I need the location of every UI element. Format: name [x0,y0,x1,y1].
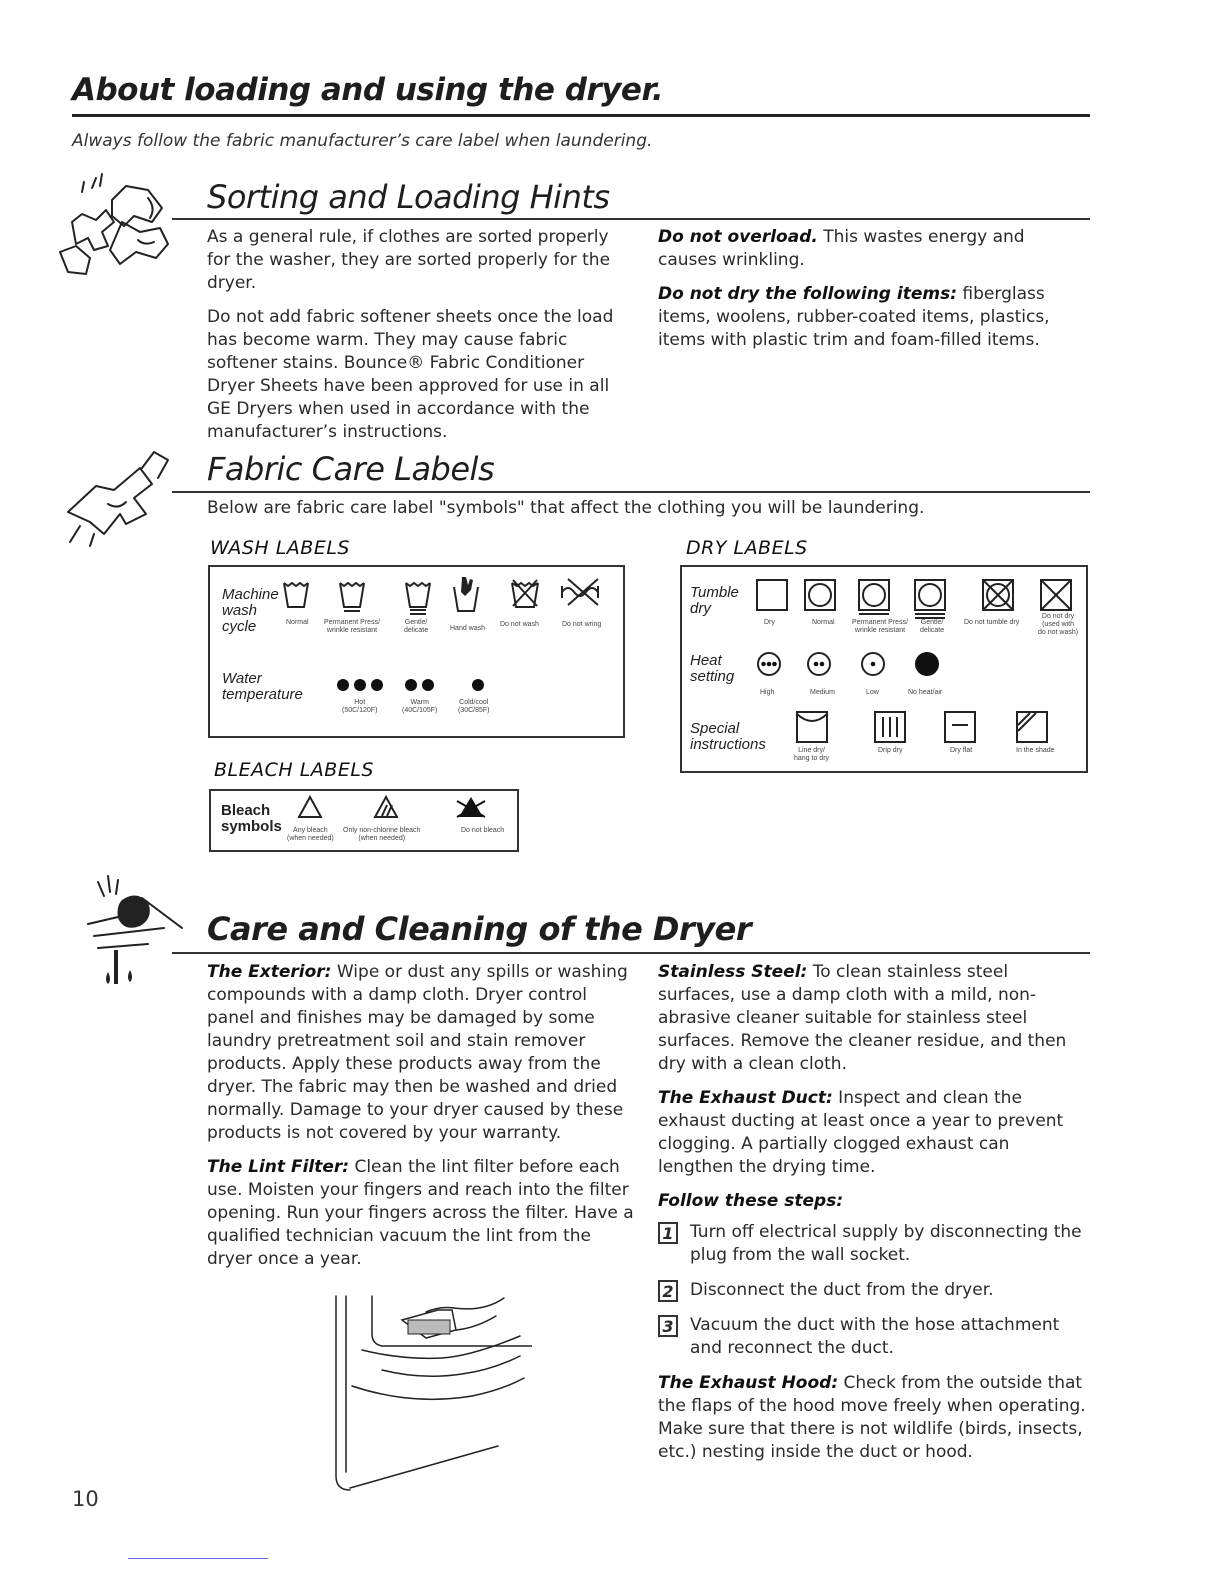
bleach-labels-heading: BLEACH LABELS [214,759,374,781]
line-dry-icon [796,711,828,743]
caption: Medium [810,689,835,696]
step-text: Disconnect the duct from the dryer. [690,1280,994,1300]
tumble-dry-label: Tumble dry [690,584,739,617]
dry-in-shade-icon [1016,711,1048,743]
step-item [658,1221,1086,1267]
title-divider [72,114,1090,117]
care-heading: Care and Cleaning of the Dryer [207,910,752,948]
do-not-dry-paragraph: Do not dry the following items: fiberglass items, woolens, rubber-coated items, plastics, items with plastic trim and foam-filled items. [658,284,1050,350]
caption: Permanent Press/ wrinkle resistant [852,619,909,634]
caption: Dry [764,619,775,626]
care-left-column [207,961,635,1282]
care-right-column [658,961,1086,1475]
do-not-bleach-icon [455,795,487,821]
overload-paragraph: Do not overload. This wastes energy and causes wrinkling. [658,227,1025,270]
fabric-intro: Below are fabric care label "symbols" that affect the clothing you will be laundering. [207,498,925,518]
stainless-steel-paragraph: Stainless Steel: To clean stainless steel surfaces, use a damp cloth with a mild, non-abrasive cleaner suitable for stainless steel surfaces. Remove the cleaner residue, and then dry with a clean cloth. [658,962,1067,1074]
caption: High [760,689,775,696]
sorting-left-column [207,226,635,455]
wash-gentle-icon [404,579,432,615]
dry-labels-heading: DRY LABELS [686,537,808,559]
caption: No heat/air [908,689,943,696]
fabric-heading: Fabric Care Labels [207,450,495,488]
fabric-divider [172,491,1090,493]
footer-divider [128,1558,268,1559]
steps-heading: Follow these steps: [658,1191,844,1211]
caption: Only non-chlorine bleach (when needed) [343,827,421,842]
step-number: 2 [658,1280,678,1302]
caption: Gentle/ delicate [920,619,945,634]
caption: Normal [812,619,835,626]
drip-dry-icon [874,711,906,743]
tumble-dry-icon [756,579,788,611]
machine-wash-label: Machine wash cycle [222,586,279,635]
caption: Do not tumble dry [964,619,1020,626]
caption: Do not dry (used with do not wash) [1038,613,1079,636]
step-item [658,1314,1086,1360]
do-not-tumble-dry-icon [982,579,1014,611]
caption: Normal [286,619,309,626]
sorting-paragraph: As a general rule, if clothes are sorted properly for the washer, they are sorted properly for the dryer. [207,227,611,293]
do-not-dry-icon [1040,579,1072,611]
clothes-pile-icon [52,172,182,284]
page-number: 10 [72,1487,99,1511]
caption: Dry flat [950,747,973,754]
tumble-normal-icon [804,579,836,611]
caption: In the shade [1016,747,1055,754]
wash-labels-heading: WASH LABELS [210,537,350,559]
do-not-wash-icon [510,577,540,609]
page-title: About loading and using the dryer. [72,72,664,108]
heat-setting-label: Heat setting [690,652,735,685]
caption: Permanent Press/ wrinkle resistant [324,619,381,634]
no-heat-icon [914,651,940,677]
caption: Cold/cool (30C/85F) [458,699,490,714]
caption: Hot (50C/120F) [342,699,378,714]
do-not-wring-icon [558,577,610,607]
warm-water-dots-icon [404,677,436,693]
exhaust-duct-paragraph: The Exhaust Duct: Inspect and clean the exhaust ducting at least once a year to prevent clogging. A partially clogged exhaust can lengthen the drying time. [658,1088,1064,1177]
exhaust-hood-paragraph: The Exhaust Hood: Check from the outside that the flaps of the hood move freely when operating. Make sure that there is not wildlife (birds, insects, etc.) nesting inside the duct or hood. [658,1373,1086,1462]
caption: Do not wring [562,621,602,628]
caption: Drip dry [878,747,903,754]
cold-water-dot-icon [470,677,486,693]
wash-normal-icon [282,579,310,609]
hot-water-dots-icon [336,677,384,693]
hand-wash-icon [450,575,482,613]
any-bleach-icon [297,795,323,819]
water-temperature-label: Water temperature [222,670,303,703]
caption: Gentle/ delicate [404,619,429,634]
softener-paragraph: Do not add fabric softener sheets once the load has become warm. They may cause fabric softener stains. Bounce® Fabric Conditioner Dryer Sheets have been approved for use in all GE Dryers when used in accordance with the manufacturer’s instructions. [207,307,614,442]
caption: Any bleach (when needed) [287,827,334,842]
caption: Hand wash [450,625,486,632]
wash-labels-box [208,565,625,738]
bleach-labels-box [209,789,519,852]
shirt-icon [50,442,180,550]
care-divider [172,952,1090,954]
sorting-heading: Sorting and Loading Hints [207,178,610,216]
wash-permanent-press-icon [338,579,366,613]
caption: Line dry/ hang to dry [794,747,830,762]
dry-labels-box [680,565,1088,773]
sorting-right-column [658,226,1086,363]
step-item [658,1279,1086,1302]
bleach-symbols-label: Bleach symbols [221,802,282,835]
heat-high-icon [756,651,782,677]
heat-low-icon [860,651,886,677]
lint-filter-illustration [322,1290,532,1500]
step-number: 3 [658,1315,678,1337]
sponge-cleaning-icon [78,872,188,992]
lint-filter-paragraph: The Lint Filter: Clean the lint filter before each use. Moisten your fingers and reach into the filter opening. Run your fingers across the filter. Have a qualified technician vacuum the lint from the dryer once a year. [207,1157,634,1269]
step-text: Turn off electrical supply by disconnecting the plug from the wall socket. [690,1222,1082,1265]
step-number: 1 [658,1222,678,1244]
sorting-divider [172,218,1090,220]
dry-flat-icon [944,711,976,743]
step-text: Vacuum the duct with the hose attachment and reconnect the duct. [690,1315,1060,1358]
special-instructions-label: Special instructions [690,720,766,753]
tumble-gentle-icon [914,579,946,619]
caption: Warm (40C/105F) [402,699,438,714]
page-subtitle: Always follow the fabric manufacturer’s care label when laundering. [72,131,653,151]
exterior-paragraph: The Exterior: Wipe or dust any spills or washing compounds with a damp cloth. Dryer control panel and finishes may be damaged by some laundry pretreatment soil and stain remover products. Apply these products away from the dryer. The fabric may then be washed and dried normally. Damage to your dryer caused by these products is not covered by your warranty. [207,962,628,1143]
caption: Low [866,689,879,696]
non-chlorine-bleach-icon [373,795,399,819]
tumble-permanent-press-icon [858,579,890,615]
caption: Do not wash [500,621,539,628]
heat-medium-icon [806,651,832,677]
caption: Do not bleach [461,827,505,834]
